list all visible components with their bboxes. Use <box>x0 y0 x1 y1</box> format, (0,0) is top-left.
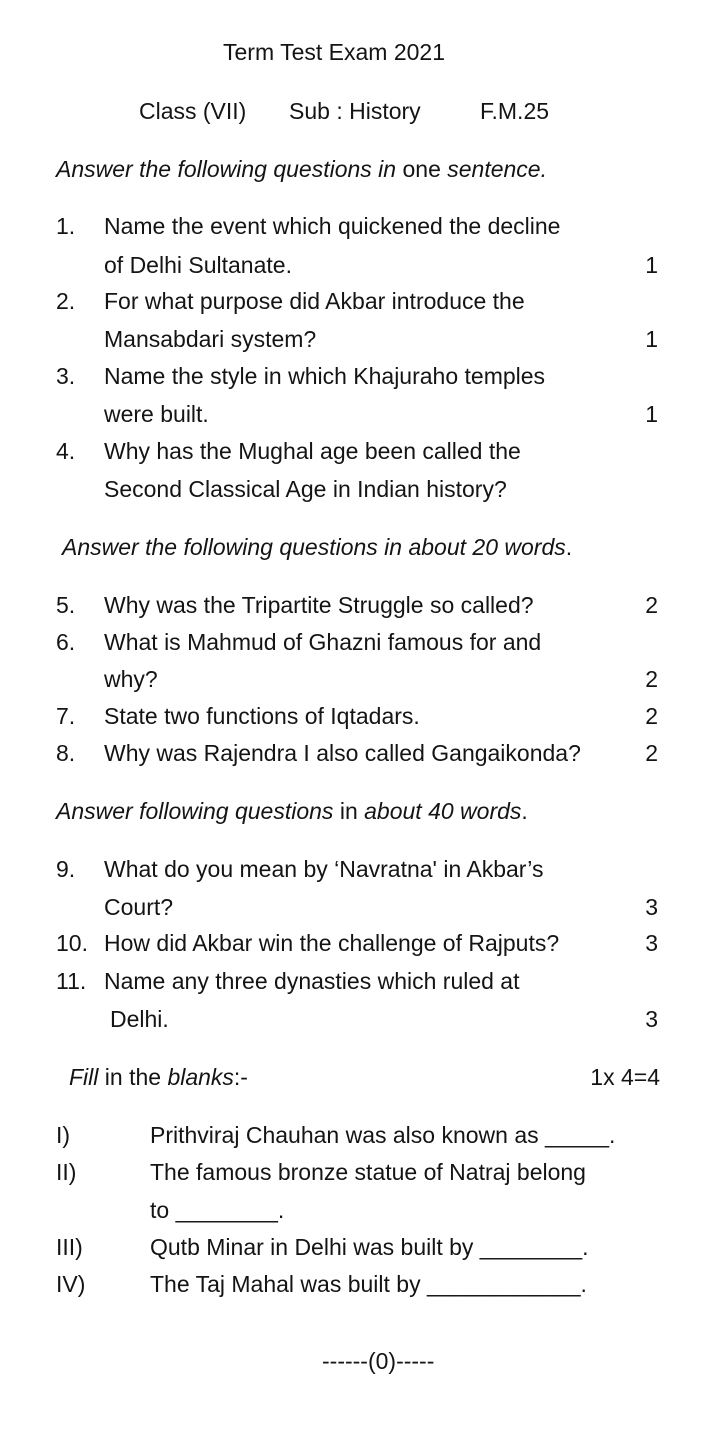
item-numeral: IV) <box>56 1271 86 1297</box>
item-numeral: I) <box>56 1122 71 1148</box>
item-numeral: II) <box>56 1159 77 1185</box>
item-text: Qutb Minar in Delhi was built by ________. <box>150 1234 589 1260</box>
question-marks: 1 <box>645 401 658 427</box>
question-text: Name the event which quickened the decline <box>104 213 561 239</box>
question-marks: 1 <box>645 252 658 278</box>
question-marks: 2 <box>645 740 658 766</box>
question-text-cont: were built. <box>104 401 209 427</box>
item-numeral: III) <box>56 1234 83 1260</box>
question-text: For what purpose did Akbar introduce the <box>104 288 525 314</box>
question-marks: 3 <box>645 930 658 956</box>
section4-marks: 1x 4=4 <box>590 1064 660 1090</box>
question-number: 8. <box>56 740 76 766</box>
question-text-cont: Second Classical Age in Indian history? <box>104 476 507 502</box>
class-label: Class (VII) <box>139 98 247 124</box>
question-text: Why was Rajendra I also called Gangaikonda? <box>104 740 581 766</box>
question-number: 7. <box>56 703 76 729</box>
question-text-cont: Delhi. <box>110 1006 169 1032</box>
question-marks: 2 <box>645 666 658 692</box>
full-marks-label: F.M.25 <box>480 98 550 124</box>
question-text: Why has the Mughal age been called the <box>104 438 521 464</box>
question-number: 11. <box>56 968 87 994</box>
question-number: 3. <box>56 363 76 389</box>
question-text: How did Akbar win the challenge of Rajputs? <box>104 930 560 956</box>
question-marks: 3 <box>645 894 658 920</box>
question-text-cont: why? <box>104 666 158 692</box>
question-text: Name any three dynasties which ruled at <box>104 968 520 994</box>
item-text: The Taj Mahal was built by ____________. <box>150 1271 587 1297</box>
question-marks: 2 <box>645 703 658 729</box>
item-text: Prithviraj Chauhan was also known as _____. <box>150 1122 616 1148</box>
question-text: What do you mean by ‘Navratna' in Akbar’s <box>104 856 544 882</box>
section2-instruction: Answer the following questions in about 20 words. <box>62 534 573 560</box>
item-text-cont: to ________. <box>150 1197 285 1223</box>
question-text: Name the style in which Khajuraho temples <box>104 363 546 389</box>
item-text: The famous bronze statue of Natraj belong <box>150 1159 586 1185</box>
question-marks: 3 <box>645 1006 658 1032</box>
section3-instruction: Answer following questions in about 40 words. <box>56 798 528 824</box>
question-number: 6. <box>56 629 76 655</box>
question-number: 4. <box>56 438 76 464</box>
section4-instruction: Fill in the blanks:- <box>69 1064 248 1090</box>
question-text: State two functions of Iqtadars. <box>104 703 420 729</box>
footer-mark: ------(0)----- <box>322 1348 435 1374</box>
question-number: 1. <box>56 213 76 239</box>
section1-instruction: Answer the following questions in one sentence. <box>56 156 547 182</box>
exam-title: Term Test Exam 2021 <box>223 39 446 65</box>
question-text-cont: of Delhi Sultanate. <box>104 252 292 278</box>
question-text-cont: Court? <box>104 894 174 920</box>
question-text-cont: Mansabdari system? <box>104 326 317 352</box>
question-number: 10. <box>56 930 88 956</box>
question-number: 5. <box>56 592 76 618</box>
question-marks: 1 <box>645 326 658 352</box>
question-text: What is Mahmud of Ghazni famous for and <box>104 629 542 655</box>
question-number: 2. <box>56 288 76 314</box>
question-marks: 2 <box>645 592 658 618</box>
subject-label: Sub : History <box>289 98 421 124</box>
question-number: 9. <box>56 856 76 882</box>
question-text: Why was the Tripartite Struggle so called? <box>104 592 534 618</box>
